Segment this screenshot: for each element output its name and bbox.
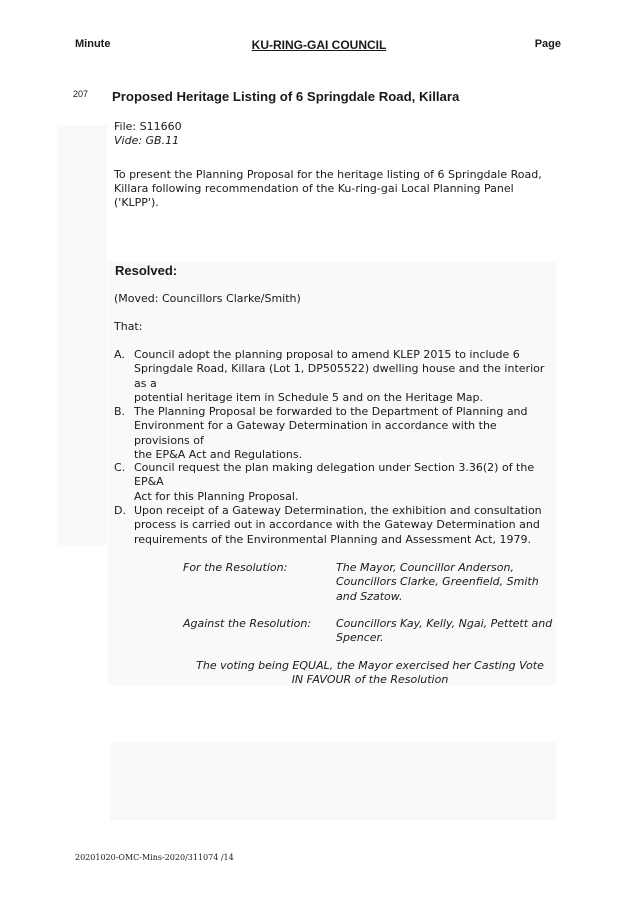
item-line: Council request the plan making delegation under Section 3.36(2) of the EP&A [134,461,535,489]
item-line: Act for this Planning Proposal. [134,489,299,503]
item-line: potential heritage item in Schedule 5 and on the Heritage Map. [134,391,484,405]
header-minute-label: Minute [75,38,111,50]
item-title: Proposed Heritage Listing of 6 Springdale Road, Killara [112,89,460,104]
names-line: and Szatow. [336,589,403,603]
item-line: process is carried out in accordance with the Gateway Determination and [134,518,540,532]
moved-by: (Moved: Councillors Clarke/Smith) [114,292,301,305]
header-council-name: KU-RING-GAI COUNCIL [251,38,387,52]
item-number: 207 [73,89,89,99]
purpose-line-3: ('KLPP'). [114,196,159,209]
item-line: requirements of the Environmental Planning and Assessment Act, 1979. [134,532,532,546]
names-line: The Mayor, Councillor Anderson, [336,561,514,574]
for-resolution-label: For the Resolution: [183,561,288,574]
purpose-line-2: Killara following recommendation of the Ku-ring-gai Local Planning Panel [114,182,514,195]
file-reference: File: S11660 [114,120,182,133]
for-resolution-names [336,561,556,604]
item-line: The Planning Proposal be forwarded to the Department of Planning and [134,405,528,418]
names-line: Spencer. [336,631,384,645]
item-line: the EP&A Act and Regulations. [134,448,303,462]
names-line: Councillors Clarke, Greenfield, Smith [336,575,539,589]
item-line: Springdale Road, Killara (Lot 1, DP505522) dwelling house and the interior as a [134,362,545,390]
result-line: IN FAVOUR of the Resolution [291,673,449,687]
item-line: Council adopt the planning proposal to amend KLEP 2015 to include 6 [134,348,520,361]
against-resolution-names [336,617,556,646]
item-letter: B. [114,405,126,418]
shaded-area-left [57,125,107,545]
resolved-heading: Resolved: [115,263,178,278]
vide-reference: Vide: GB.11 [114,134,180,147]
shaded-area-bottom [110,742,556,820]
result-line: The voting being EQUAL, the Mayor exercised her Casting Vote [196,659,544,672]
item-line: Upon receipt of a Gateway Determination, the exhibition and consultation [134,504,542,517]
that-label: That: [114,320,143,333]
purpose-line-1: To present the Planning Proposal for the heritage listing of 6 Springdale Road, [114,168,542,181]
item-line: Environment for a Gateway Determination in accordance with the provisions of [134,419,497,447]
item-letter: C. [114,461,126,474]
names-line: Councillors Kay, Kelly, Ngai, Pettett and [336,617,553,630]
voting-result [180,659,560,688]
item-letter: A. [114,348,125,361]
footer-reference: 20201020-OMC-Mins-2020/311074 /14 [75,853,234,862]
against-resolution-label: Against the Resolution: [183,617,312,630]
item-letter: D. [114,504,126,517]
header-page-label: Page [534,38,561,50]
